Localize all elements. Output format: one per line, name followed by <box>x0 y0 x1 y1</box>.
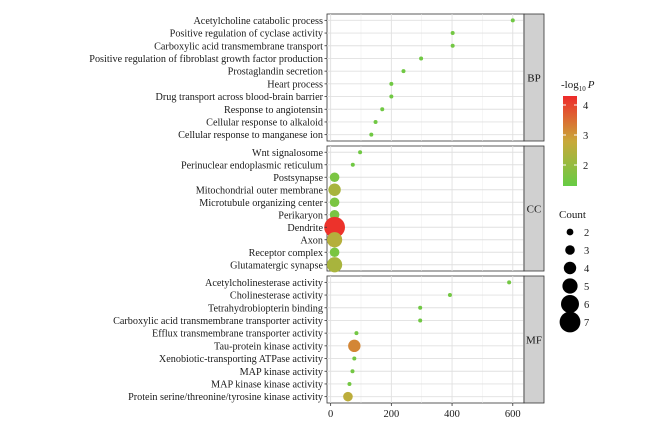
size-legend-label: 4 <box>584 264 590 275</box>
size-legend-dot <box>565 245 575 255</box>
term-label: Xenobiotic-transporting ATPase activity <box>158 354 323 366</box>
term-label: Positive regulation of fibroblast growth factor production <box>89 53 323 65</box>
data-point <box>448 293 452 297</box>
term-label: Tau-protein kinase activity <box>213 341 323 353</box>
data-point <box>401 69 405 73</box>
data-point <box>358 150 362 154</box>
size-legend-title: Count <box>559 209 586 221</box>
data-point <box>374 120 378 124</box>
size-legend-dot <box>567 229 574 236</box>
term-label: Prostaglandin secretion <box>227 66 323 78</box>
data-point <box>330 247 340 257</box>
term-label: Receptor complex <box>248 247 323 259</box>
colorbar-title <box>561 79 595 93</box>
term-label: Carboxylic acid transmembrane transport <box>154 41 323 53</box>
colorbar-title-sub: 10 <box>578 85 586 93</box>
data-point <box>352 357 356 361</box>
data-point <box>418 306 422 310</box>
size-legend-label: 2 <box>584 228 590 239</box>
facet-strip-label: MF <box>526 334 542 347</box>
term-label: Cellular response to manganese ion <box>178 130 323 142</box>
x-tick-label: 600 <box>504 409 521 420</box>
data-point <box>419 56 423 60</box>
data-point <box>451 31 455 35</box>
colorbar-tick-label: 2 <box>583 161 589 172</box>
term-label: Axon <box>300 235 323 247</box>
term-label: Perinuclear endoplasmic reticulum <box>180 160 323 172</box>
term-label: Carboxylic acid transmembrane transporter activity <box>113 315 323 327</box>
term-label: Perikaryon <box>278 210 323 222</box>
term-label: Cellular response to alkaloid <box>206 117 323 129</box>
term-label: Dendrite <box>287 222 323 234</box>
term-label: Tetrahydrobiopterin binding <box>207 303 323 315</box>
term-label: Postsynapse <box>273 172 323 184</box>
term-label: Glutamatergic synapse <box>230 260 323 272</box>
x-tick-label: 200 <box>383 409 400 420</box>
data-point <box>380 107 384 111</box>
data-point <box>327 257 342 272</box>
term-label: Positive regulation of cyclase activity <box>169 28 323 40</box>
size-legend-label: 3 <box>584 246 590 257</box>
data-point <box>350 369 354 373</box>
data-point <box>389 95 393 99</box>
size-legend-label: 5 <box>584 282 590 293</box>
facet-strip-label: CC <box>526 203 542 216</box>
term-label: Protein serine/threonine/tyrosine kinase activity <box>128 392 323 404</box>
term-label: Acetylcholine catabolic process <box>193 15 323 27</box>
colorbar-tick-label: 4 <box>583 101 589 112</box>
facet-strip-label: BP <box>527 72 541 85</box>
x-tick-label: 0 <box>328 409 334 420</box>
term-label: Mitochondrial outer membrane <box>195 185 323 197</box>
term-label: MAP kinase kinase activity <box>211 379 323 391</box>
term-label: Heart process <box>267 79 323 91</box>
size-legend-dot <box>562 278 577 293</box>
term-label: Cholinesterase activity <box>229 290 323 302</box>
data-point <box>348 340 360 352</box>
term-label: Acetylcholinesterase activity <box>205 277 323 289</box>
colorbar-title-var: P <box>587 79 595 91</box>
data-point <box>507 280 511 284</box>
size-legend-dot <box>564 262 576 274</box>
term-label: Efflux transmembrane transporter activity <box>152 328 323 340</box>
data-point <box>354 331 358 335</box>
term-label: MAP kinase activity <box>239 366 323 378</box>
data-point <box>330 172 340 182</box>
data-point <box>328 184 340 196</box>
size-legend-dot <box>560 312 581 333</box>
size-legend-label: 7 <box>584 318 590 329</box>
term-label: Microtubule organizing center <box>199 197 323 209</box>
x-tick-label: 400 <box>444 409 460 420</box>
data-point <box>330 197 340 207</box>
data-point <box>389 82 393 86</box>
data-point <box>511 18 515 22</box>
colorbar-title-main: -log <box>561 79 579 91</box>
size-legend-label: 6 <box>584 300 590 311</box>
data-point <box>347 382 351 386</box>
data-point <box>351 163 355 167</box>
data-point <box>369 133 373 137</box>
data-point <box>327 232 342 247</box>
term-label: Drug transport across blood-brain barrier <box>155 92 323 104</box>
size-legend-dot <box>561 295 579 313</box>
colorbar-gradient <box>563 96 577 186</box>
term-label: Response to angiotensin <box>223 104 323 116</box>
data-point <box>343 392 353 402</box>
term-label: Wnt signalosome <box>251 147 323 159</box>
data-point <box>418 318 422 322</box>
data-point <box>451 44 455 48</box>
colorbar-tick-label: 3 <box>583 131 589 142</box>
